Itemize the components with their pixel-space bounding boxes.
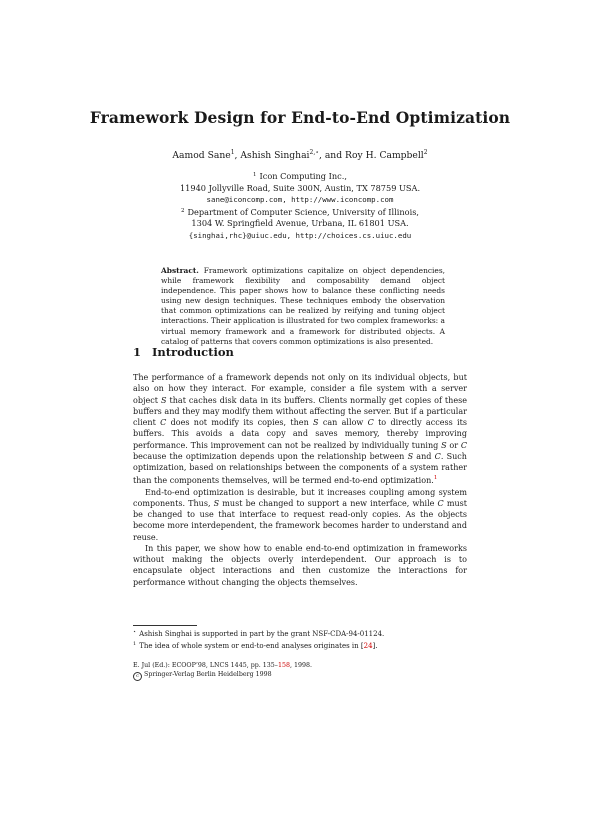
- affiliation-contact-link[interactable]: {singhai,rhc}@uiuc.edu, http://choices.cs.uiuc.edu: [188, 230, 412, 240]
- author-name: Aamod Sane: [172, 150, 231, 161]
- paper-title: Framework Design for End-to-End Optimization: [89, 108, 511, 127]
- affiliation-text: Department of Computer Science, University of Illinois,: [187, 206, 420, 217]
- section-title: Introduction: [152, 345, 234, 359]
- math-symbol: C: [434, 451, 441, 461]
- math-symbol: C: [160, 418, 167, 427]
- text-run: and: [413, 451, 435, 461]
- affiliation-contact-link[interactable]: sane@iconcomp.com, http://www.iconcomp.com: [206, 195, 394, 205]
- author-name: Roy H. Campbell: [345, 150, 424, 161]
- math-symbol: S: [441, 440, 447, 450]
- abstract-label: Abstract.: [161, 266, 199, 275]
- text-run: End-to-end optimization is desirable, but it increases coupling among system components. Thus,: [133, 487, 467, 508]
- math-symbol: S: [213, 498, 220, 508]
- abstract: [161, 266, 445, 347]
- math-symbol: C: [460, 440, 467, 450]
- text-run: or: [446, 440, 461, 450]
- paragraph: [133, 372, 467, 487]
- text-run: because the optimization depends upon the relationship between: [133, 451, 408, 461]
- footnote-mark: ⋆: [133, 629, 137, 635]
- citation-link[interactable]: 24: [363, 641, 373, 650]
- author-list: [0, 149, 600, 161]
- footnote-link[interactable]: 1: [433, 475, 438, 482]
- publication-info: [133, 661, 467, 681]
- math-symbol: S: [313, 418, 319, 427]
- footnotes: [133, 628, 467, 651]
- copyright-text: Springer-Verlag Berlin Heidelberg 1998: [144, 671, 272, 678]
- math-symbol: C: [437, 498, 444, 508]
- text-run: to directly access its buffers. This avoids a data copy and saves memory, thereby improving performance. This improvement can not be realized by individually tuning: [133, 418, 467, 450]
- text-run: must be changed to use that interface to request read-only copies. As the objects become more interdependent, the framework becomes harder to understand and reuse.: [133, 498, 468, 542]
- text-run: must be changed to support a new interface, while: [219, 498, 438, 508]
- affiliations: [0, 170, 600, 242]
- body-text: [133, 372, 467, 588]
- copyright-line: [133, 670, 467, 681]
- text-run: can allow: [318, 418, 368, 427]
- affiliation-line: 1304 W. Springfield Avenue, Urbana, IL 61801 USA.: [191, 218, 409, 229]
- text-run: that caches disk data in its buffers. Clients normally get copies of these buffers and they may modify them without affecting the server. But if a particular client: [133, 395, 467, 427]
- page-link[interactable]: 158: [277, 662, 290, 669]
- affiliation-line: 11940 Jollyville Road, Suite 300N, Austin, TX 78759 USA.: [179, 182, 421, 193]
- author-mark: 2,⋆: [309, 149, 319, 156]
- section-number: 1: [133, 345, 142, 359]
- affiliation-mark: 2: [180, 207, 185, 214]
- affiliation-mark: 1: [253, 172, 257, 178]
- text-run: . Such optimization, based on relationships between the components of a system rather than the components themselves, will be termed end-to-end optimization.: [133, 451, 467, 486]
- math-symbol: S: [160, 395, 167, 405]
- affiliation-line: [0, 170, 600, 183]
- author-mark: 2: [423, 149, 428, 156]
- publication-text: , 1998.: [289, 662, 313, 669]
- math-symbol: C: [367, 418, 374, 427]
- footnote-text: The idea of whole system or end-to-end analyses originates in [: [139, 641, 364, 650]
- footnote: [133, 628, 467, 640]
- affiliation-text: Icon Computing Inc.,: [259, 171, 347, 181]
- math-symbol: S: [407, 451, 414, 461]
- author-separator: , and: [318, 150, 346, 161]
- paragraph: [133, 487, 467, 543]
- paragraph: In this paper, we show how to enable end-to-end optimization in frameworks without making the objects overly interdependent. Our approach is to encapsulate object interactions and then customize the interactions for performance without changing the objects themselves.: [133, 543, 467, 587]
- author-name: Ashish Singhai: [240, 150, 310, 161]
- footnote: [133, 640, 467, 652]
- publication-line: [133, 661, 467, 670]
- affiliation-line: [0, 206, 600, 219]
- text-run: The performance of a framework depends not only on its individual objects, but also on how they interact. For example, consider a file system with a server object: [133, 373, 467, 405]
- copyright-icon: c: [133, 672, 142, 681]
- author-separator: ,: [234, 150, 241, 161]
- text-run: does not modify its copies, then: [166, 418, 314, 427]
- section-heading: [133, 345, 234, 359]
- author-mark: 1: [230, 149, 235, 156]
- footnote-text: ].: [372, 641, 378, 650]
- publication-text: E. Jul (Ed.): ECOOP’98, LNCS 1445, pp. 135–: [133, 662, 278, 669]
- abstract-text: Framework optimizations capitalize on object dependencies, while framework flexibility and composability demand object independence. This paper shows how to balance these conflicting needs using new design techniques. These techniques embody the observation that common optimizations can be realized by reifying and tuning object interactions. Their application is illustrated for two complex frameworks: a virtual memory framework and a framework for distributed objects. A catalog of patterns that covers common optimizations is also presented.: [161, 266, 445, 346]
- footnote-mark: 1: [133, 640, 137, 647]
- footnote-text: Ashish Singhai is supported in part by the grant NSF-CDA-94-01124.: [139, 630, 385, 638]
- footnote-rule: [133, 625, 197, 626]
